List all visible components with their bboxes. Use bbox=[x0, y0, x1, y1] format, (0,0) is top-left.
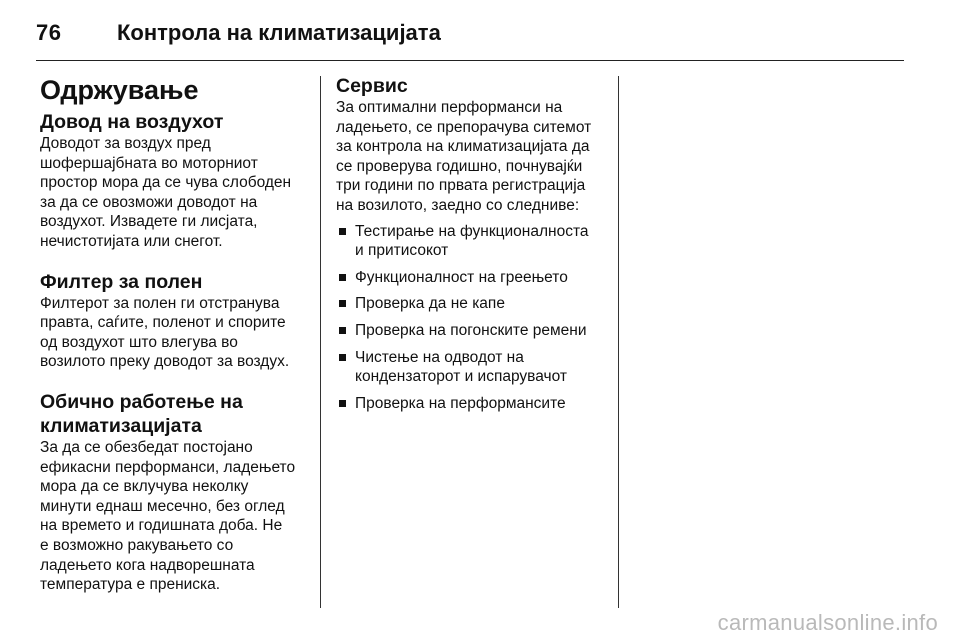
column-divider-right bbox=[618, 76, 619, 608]
section-text-service: За оптимални перформанси на ладењето, се препорачува ситемот за контрола на климатизацијата да се проверува годишно, почнувајќи три години по првата регистрација на возилото, заедно со следниве: bbox=[336, 99, 592, 214]
bullet-square-icon bbox=[339, 327, 346, 334]
list-item-text: Проверка да не капе bbox=[355, 295, 505, 313]
column-middle bbox=[336, 74, 608, 420]
section-text-air-intake: Доводот за воздух пред шофершајбната во моторниот простор мора да се чува слободен за да се овозможи доводот на воздухот. Извадете ги лисјата, нечистотијата или снегот. bbox=[40, 135, 292, 250]
list-item bbox=[336, 321, 608, 341]
bullet-square-icon bbox=[339, 354, 346, 361]
bullet-square-icon bbox=[339, 274, 346, 281]
section-regular-operation bbox=[40, 390, 308, 595]
list-item-text: Тестирање на функционалноста и притисокот bbox=[355, 222, 589, 260]
list-item bbox=[336, 394, 608, 414]
bullet-square-icon bbox=[339, 228, 346, 235]
list-item bbox=[336, 222, 608, 261]
section-air-intake bbox=[40, 110, 308, 252]
page-header bbox=[36, 14, 906, 52]
list-item bbox=[336, 348, 608, 387]
list-item bbox=[336, 268, 608, 288]
section-pollen-filter bbox=[40, 270, 308, 372]
bullet-square-icon bbox=[339, 400, 346, 407]
section-heading-air-intake: Довод на воздухот bbox=[40, 111, 224, 133]
list-item-text: Проверка на погонските ремени bbox=[355, 321, 587, 339]
bullet-square-icon bbox=[339, 300, 346, 307]
watermark: carmanualsonline.info bbox=[717, 610, 938, 635]
section-heading-service: Сервис bbox=[336, 75, 408, 97]
header-rule bbox=[36, 60, 904, 61]
section-heading-regular-operation: Обично работење на климатизацијата bbox=[40, 390, 243, 437]
column-left bbox=[40, 74, 308, 595]
column-divider-left bbox=[320, 76, 321, 608]
section-service bbox=[336, 74, 608, 413]
section-text-regular-operation: За да се обезбедат постојано ефикасни перформанси, ладењето мора да се вклучува неколку минути еднаш месечно, без оглед на времето и годишната доба. Не е возможно ракувањето со ладењето кога надворешната температура е прениска. bbox=[40, 438, 296, 594]
section-text-pollen-filter: Филтерот за полен ги отстранува правта, саѓите, поленот и спорите од воздухот што влегува во возилото преку доводот за воздух. bbox=[40, 294, 290, 371]
list-item-text: Проверка на перформансите bbox=[355, 394, 566, 412]
service-checklist bbox=[336, 222, 608, 414]
list-item-text: Функционалност на греењето bbox=[355, 268, 568, 286]
list-item bbox=[336, 294, 608, 314]
main-title: Одржување bbox=[40, 75, 199, 105]
section-heading-pollen-filter: Филтер за полен bbox=[40, 270, 203, 293]
chapter-title: Контрола на климатизацијата bbox=[117, 20, 441, 45]
page-number: 76 bbox=[36, 20, 62, 45]
list-item-text: Чистење на одводот на кондензаторот и испарувачот bbox=[355, 348, 567, 386]
